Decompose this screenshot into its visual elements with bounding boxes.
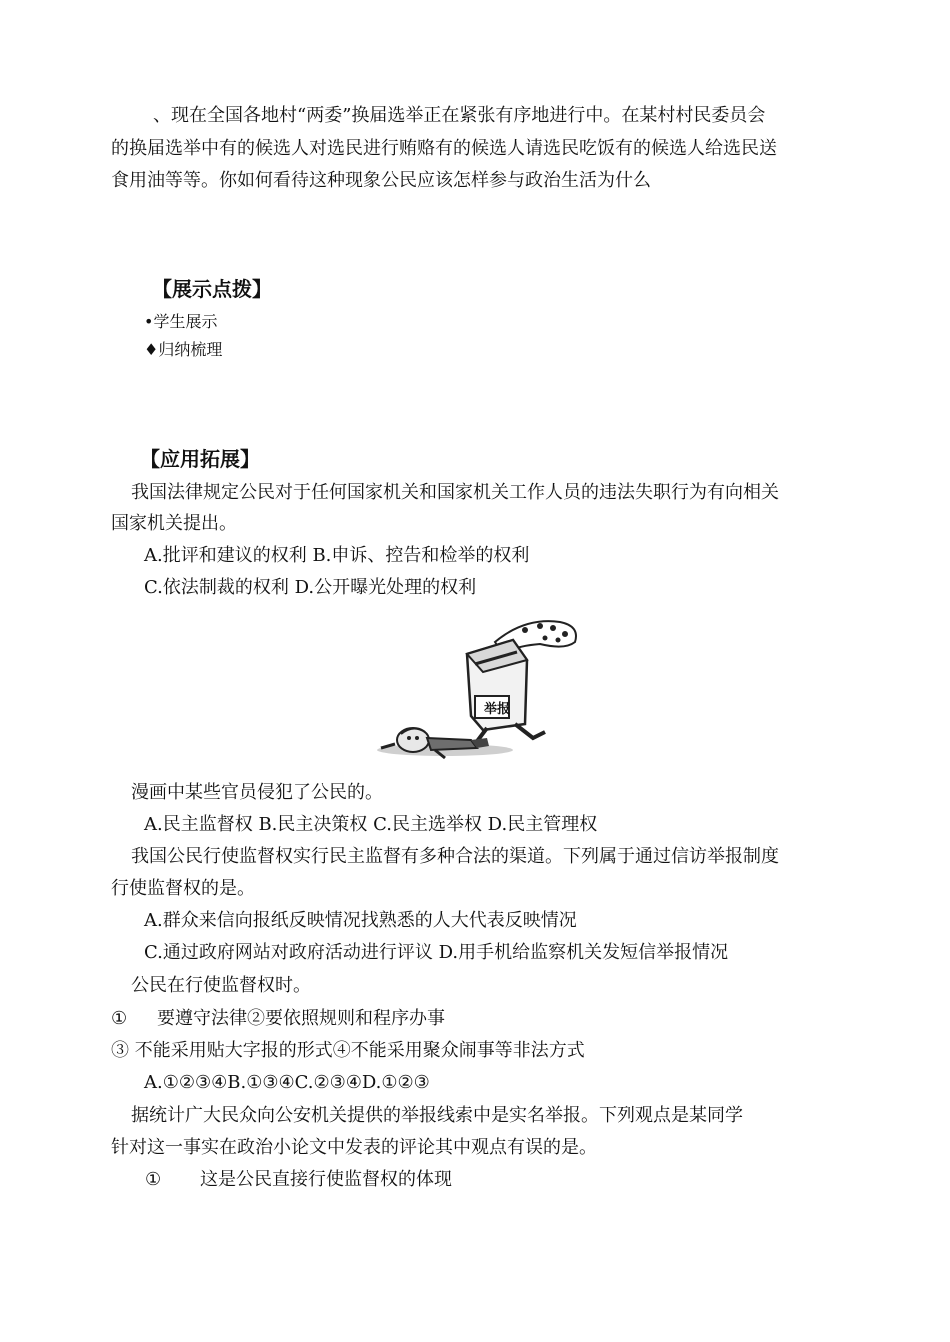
q2-options: A.民主监督权 B.民主决策权 C.民主选举权 D.民主管理权: [144, 814, 598, 835]
q4-statement-1-number: ①: [111, 1008, 128, 1029]
intro-line-3: 食用油等等。你如何看待这种现象公民应该怎样参与政治生活为什么: [111, 170, 651, 191]
intro-line-2: 的换届选举中有的候选人对选民进行贿赂有的候选人请选民吃饭有的候选人给选民送: [111, 138, 777, 159]
report-box-sign: 举报: [484, 702, 511, 717]
q5-statement-1: 这是公民直接行使监督权的体现: [200, 1169, 452, 1190]
q3-stem-line-1: 我国公民行使监督权实行民主监督有多种合法的渠道。下列属于通过信访举报制度: [131, 846, 779, 867]
q1-stem-line-1: 我国法律规定公民对于任何国家机关和国家机关工作人员的违法失职行为有向相关: [131, 482, 779, 503]
report-box-cartoon: [375, 612, 585, 762]
q5-stem-line-1: 据统计广大民众向公安机关提供的举报线索中是实名举报。下列观点是某同学: [131, 1105, 743, 1126]
q5-statement-1-number: ①: [145, 1169, 162, 1190]
show-heading: 【展示点拨】: [152, 277, 272, 301]
apply-heading: 【应用拓展】: [140, 447, 260, 471]
q5-stem-line-2: 针对这一事实在政治小论文中发表的评论其中观点有误的是。: [111, 1137, 597, 1158]
q4-statement-1: 要遵守法律②要依照规则和程序办事: [157, 1008, 445, 1029]
q2-stem: 漫画中某些官员侵犯了公民的。: [131, 782, 383, 803]
intro-line-1: 、现在全国各地村“两委”换届选举正在紧张有序地进行中。在某村村民委员会: [153, 105, 766, 126]
q1-options-cd: C.依法制裁的权利 D.公开曝光处理的权利: [144, 577, 477, 598]
q1-options-ab: A.批评和建议的权利 B.申诉、控告和检举的权利: [144, 545, 530, 566]
q1-stem-line-2: 国家机关提出。: [111, 513, 237, 534]
show-item-summary: ♦归纳梳理: [144, 340, 223, 359]
q4-stem: 公民在行使监督权时。: [131, 975, 311, 996]
q3-stem-line-2: 行使监督权的是。: [111, 878, 255, 899]
q4-options: A.①②③④B.①③④C.②③④D.①②③: [144, 1072, 430, 1093]
q3-options-cd: C.通过政府网站对政府活动进行评议 D.用手机给监察机关发短信举报情况: [144, 942, 729, 963]
show-item-student-display: •学生展示: [144, 312, 218, 331]
q3-option-a: A.群众来信向报纸反映情况找熟悉的人大代表反映情况: [144, 910, 577, 931]
q4-statement-2: ③ 不能采用贴大字报的形式④不能采用聚众闹事等非法方式: [111, 1040, 585, 1061]
